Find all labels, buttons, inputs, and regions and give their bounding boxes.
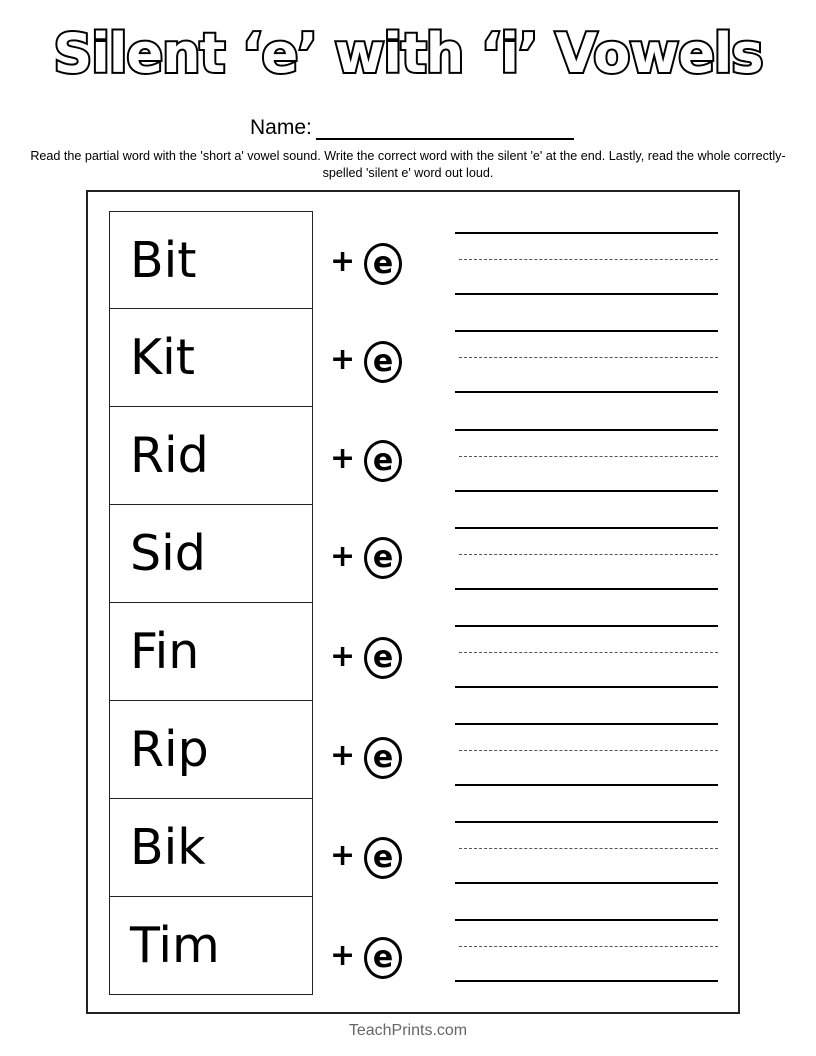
plus-icon: + (330, 639, 356, 674)
word-column (109, 211, 313, 995)
word-cell-rip: Rip (109, 701, 313, 799)
name-field[interactable] (316, 114, 574, 140)
word-cell-tim: Tim (109, 897, 313, 995)
circled-e-icon: e (364, 737, 402, 779)
word-cell-sid: Sid (109, 505, 313, 603)
circled-e-icon: e (364, 440, 402, 482)
name-row (250, 108, 574, 140)
circled-e-icon: e (364, 937, 402, 979)
plus-icon: + (330, 244, 356, 279)
footer-brand: TeachPrints.com (348, 1022, 468, 1039)
name-label: Name: (250, 116, 312, 139)
circled-e-icon: e (364, 637, 402, 679)
circled-e-icon: e (364, 837, 402, 879)
circled-e-icon: e (364, 341, 402, 383)
plus-icon: + (330, 441, 356, 476)
worksheet-title: Silent ‘e’ with ‘i’ Vowels (53, 22, 763, 85)
word-cell-kit: Kit (109, 309, 313, 407)
plus-icon: + (330, 539, 356, 574)
circled-e-icon: e (364, 537, 402, 579)
word-cell-bik: Bik (109, 799, 313, 897)
word-cell-rid: Rid (109, 407, 313, 505)
plus-icon: + (330, 738, 356, 773)
instructions: Read the partial word with the 'short a' vowel sound. Write the correct word with the silent 'e' at the end. Lastly, read the whole correctly-spelled 'silent e' word out loud. (30, 149, 786, 180)
plus-icon: + (330, 938, 356, 973)
word-cell-fin: Fin (109, 603, 313, 701)
word-cell-bit: Bit (109, 211, 313, 309)
plus-icon: + (330, 838, 356, 873)
plus-icon: + (330, 342, 356, 377)
circled-e-icon: e (364, 243, 402, 285)
